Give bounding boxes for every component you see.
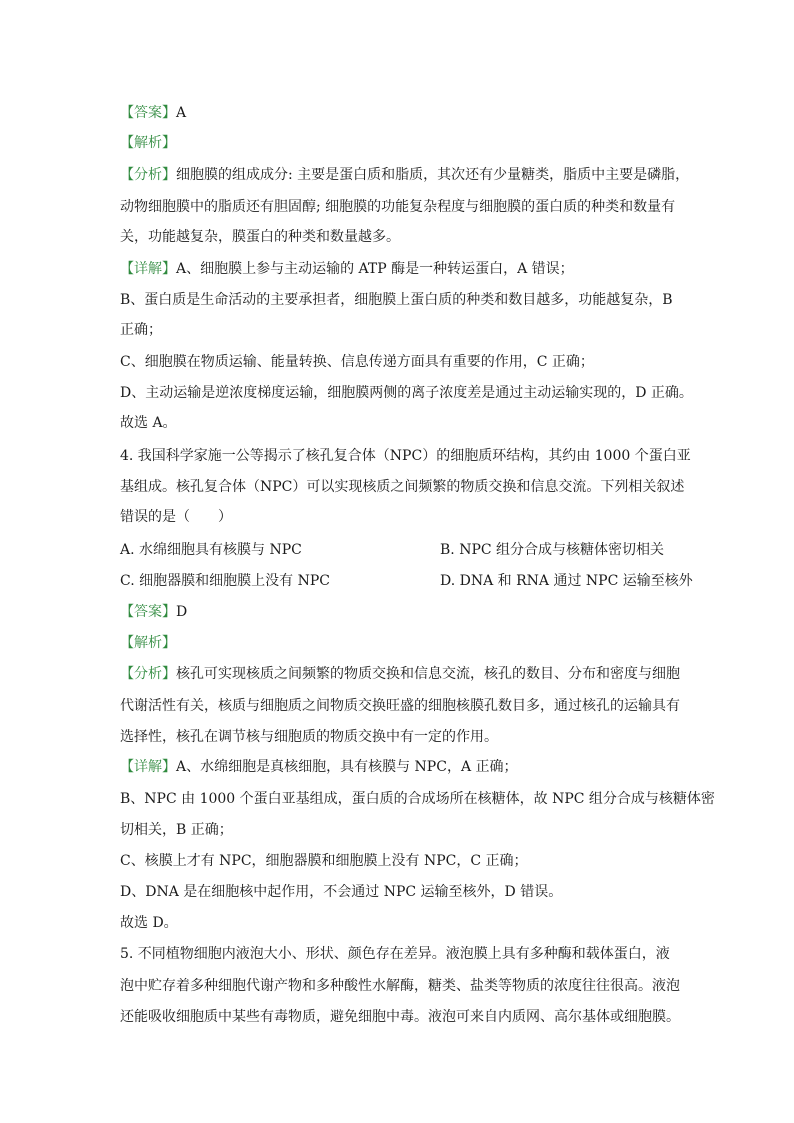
xiangjie-tag: 【详解】 (120, 759, 176, 775)
q3-answer-line (120, 103, 186, 123)
q5-stem-line-3: 还能吸收细胞质中某些有毒物质，避免细胞中毒。液泡可来自内质网、高尔基体或细胞膜。 (120, 1009, 680, 1025)
q4-xiangjie-line-1 (120, 757, 518, 777)
q4-jiexi-line (120, 633, 176, 653)
q5-stem-line-2: 泡中贮存着多种细胞代谢产物和多种酸性水解酶，糖类、盐类等物质的浓度往往很高。液泡 (120, 978, 680, 994)
q3-xiangjie-line-1 (120, 259, 574, 279)
q3-fenxi-line-1 (120, 165, 689, 185)
q4-fenxi-line-2: 代谢活性有关，核质与细胞质之间物质交换旺盛的细胞核膜孔数目多，通过核孔的运输具有 (120, 698, 680, 714)
q3-xiangjie-line-6: 故选 A。 (120, 415, 177, 431)
q4-stem-line-2: 基组成。核孔复合体（NPC）可以实现核质之间频繁的物质交换和信息交流。下列相关叙述 (120, 479, 685, 495)
q4-xiangjie-line-2: B、NPC 由 1000 个蛋白亚基组成，蛋白质的合成场所在核糖体，故 NPC 组分合成与核糖体密 (120, 791, 715, 807)
q3-fenxi-line-3: 关，功能越复杂，膜蛋白的种类和数量越多。 (120, 229, 400, 245)
option-d: D. DNA 和 RNA 通过 NPC 运输至核外 (440, 573, 693, 589)
option-c: C. 细胞器膜和细胞膜上没有 NPC (120, 573, 330, 589)
answer-value: A (176, 105, 187, 121)
answer-tag: 【答案】 (120, 604, 176, 620)
q3-fenxi-line-2: 动物细胞膜中的脂质还有胆固醇; 细胞膜的功能复杂程度与细胞膜的蛋白质的种类和数量有 (120, 199, 676, 215)
q3-xiangjie-line-5: D、主动运输是逆浓度梯度运输，细胞膜两侧的离子浓度差是通过主动运输实现的，D 正确。 (120, 385, 693, 401)
fenxi-tag: 【分析】 (120, 666, 176, 682)
q4-answer-line (120, 602, 187, 622)
q4-fenxi-line-1 (120, 664, 680, 684)
q4-fenxi-line-3: 选择性，核孔在调节核与细胞质的物质交换中有一定的作用。 (120, 729, 498, 745)
option-b: B. NPC 组分合成与核糖体密切相关 (440, 542, 665, 558)
q4-xiangjie-line-6: 故选 D。 (120, 915, 178, 931)
q3-jiexi-line (120, 133, 176, 153)
option-a: A. 水绵细胞具有核膜与 NPC (120, 542, 302, 558)
q4-xiangjie-line-4: C、核膜上才有 NPC，细胞器膜和细胞膜上没有 NPC，C 正确； (120, 853, 528, 869)
q4-xiangjie-line-5: D、DNA 是在细胞核中起作用，不会通过 NPC 运输至核外，D 错误。 (120, 884, 563, 900)
q4-stem-line-3: 错误的是（ ） (120, 509, 232, 525)
analysis-tag: 【解析】 (120, 135, 176, 151)
fenxi-tag: 【分析】 (120, 167, 176, 183)
q3-xiangjie-line-2: B、蛋白质是生命活动的主要承担者，细胞膜上蛋白质的种类和数目越多，功能越复杂，B (120, 292, 673, 308)
q3-xiangjie-line-4: C、细胞膜在物质运输、能量转换、信息传递方面具有重要的作用，C 正确； (120, 354, 594, 370)
paragraph-text: 核孔可实现核质之间频繁的物质交换和信息交流，核孔的数目、分布和密度与细胞 (176, 666, 680, 682)
xiangjie-tag: 【详解】 (120, 261, 176, 277)
analysis-tag: 【解析】 (120, 635, 176, 651)
q4-xiangjie-line-3: 切相关，B 正确； (120, 822, 233, 838)
q3-xiangjie-line-3: 正确； (120, 322, 162, 338)
paragraph-text: A、细胞膜上参与主动运输的 ATP 酶是一种转运蛋白，A 错误； (176, 261, 574, 277)
answer-tag: 【答案】 (120, 105, 176, 121)
answer-value: D (176, 604, 188, 620)
q5-stem-line-1: 5. 不同植物细胞内液泡大小、形状、颜色存在差异。液泡膜上具有多种酶和载体蛋白，液 (120, 946, 670, 962)
paragraph-text: 细胞膜的组成成分: 主要是蛋白质和脂质，其次还有少量糖类，脂质中主要是磷脂， (176, 167, 690, 183)
paragraph-text: A、水绵细胞是真核细胞，具有核膜与 NPC，A 正确； (176, 759, 518, 775)
q4-stem-line-1: 4. 我国科学家施一公等揭示了核孔复合体（NPC）的细胞质环结构，其约由 1000 个蛋白亚 (120, 448, 691, 464)
